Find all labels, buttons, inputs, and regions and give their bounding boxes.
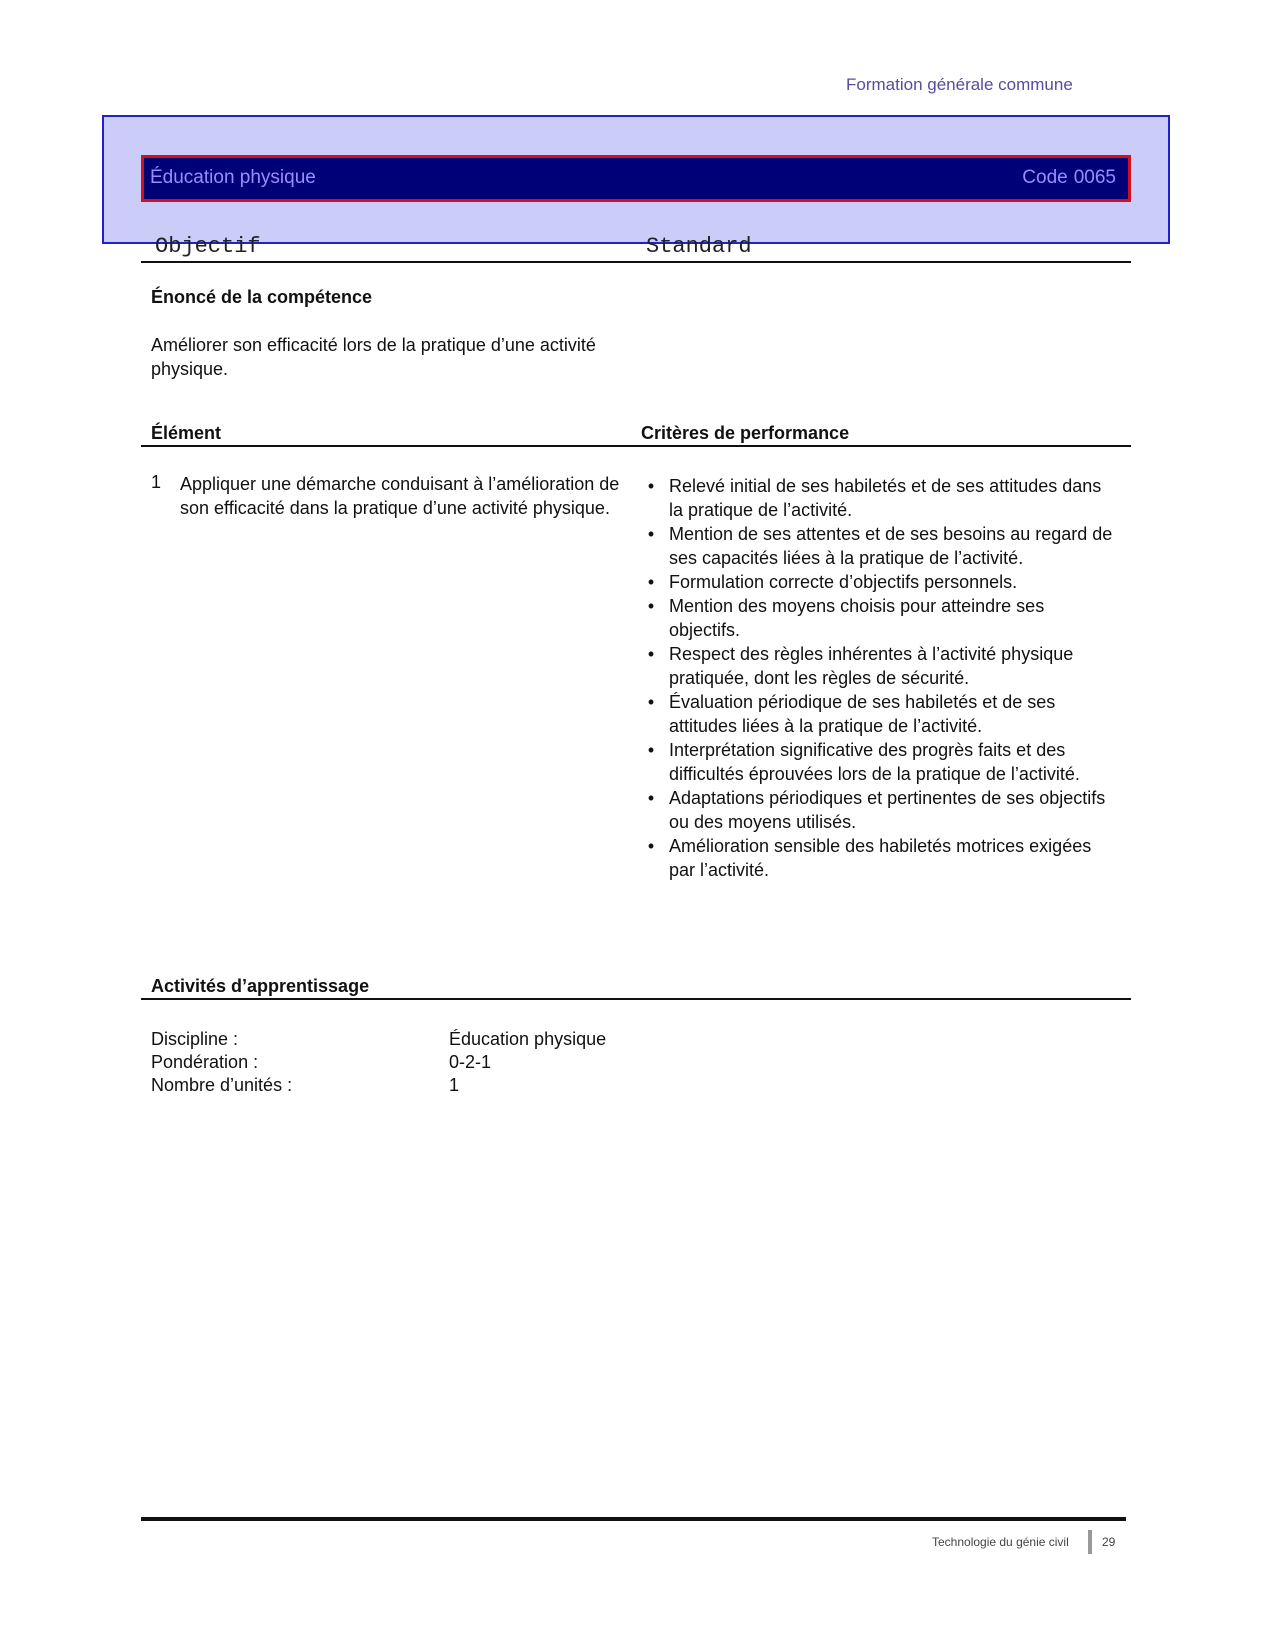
footer-separator bbox=[1088, 1530, 1092, 1554]
bullet-icon: • bbox=[647, 596, 655, 616]
column-heading-standard: Standard bbox=[646, 234, 752, 259]
running-header: Formation générale commune bbox=[846, 75, 1073, 94]
course-title bbox=[150, 167, 316, 189]
ponderation-label: Pondération : bbox=[151, 1052, 259, 1072]
ponderation-value: 0-2-1 bbox=[449, 1052, 492, 1072]
criteria-item: • Formulation correcte d’objectifs personnels. bbox=[645, 570, 1120, 594]
criteria-item: • Interprétation significative des progrès faits et des difficultés éprouvées lors de la pratique de l’activité. bbox=[645, 738, 1120, 786]
units-value: 1 bbox=[449, 1075, 460, 1095]
criteria-item: • Mention des moyens choisis pour atteindre ses objectifs. bbox=[645, 594, 1120, 642]
bullet-icon: • bbox=[647, 572, 655, 592]
competence-text: Améliorer son efficacité lors de la pratique d’une activité physique. bbox=[151, 335, 596, 379]
criteria-item: • Mention de ses attentes et de ses besoins au regard de ses capacités liées à la pratique de l’activité. bbox=[645, 522, 1120, 570]
footer-program: Technologie du génie civil bbox=[932, 1535, 1069, 1549]
bullet-icon: • bbox=[647, 524, 655, 544]
competence-heading: Énoncé de la compétence bbox=[151, 287, 373, 307]
bullet-icon: • bbox=[647, 692, 655, 712]
element-number: 1 bbox=[151, 472, 162, 492]
bullet-icon: • bbox=[647, 476, 655, 496]
criteria-list bbox=[645, 474, 1120, 882]
code-value: 0065 bbox=[1073, 167, 1116, 188]
bullet-icon: • bbox=[647, 740, 655, 760]
course-title-word-1: Éducation bbox=[150, 167, 235, 188]
criteria-item: • Relevé initial de ses habiletés et de ses attitudes dans la pratique de l’activité. bbox=[645, 474, 1120, 522]
column-heading-objectif: Objectif bbox=[155, 234, 261, 259]
element-heading: Élément bbox=[151, 423, 222, 443]
bullet-icon: • bbox=[647, 836, 655, 856]
divider bbox=[141, 445, 1131, 447]
element-text: Appliquer une démarche conduisant à l’amélioration de son efficacité dans la pratique d’une activité physique. bbox=[180, 474, 620, 518]
criteria-item: • Respect des règles inhérentes à l’activité physique pratiquée, dont les règles de sécurité. bbox=[645, 642, 1120, 690]
bullet-icon: • bbox=[647, 788, 655, 808]
discipline-value: Éducation physique bbox=[449, 1029, 607, 1049]
course-code bbox=[1016, 167, 1116, 189]
course-title-word-2: physique bbox=[239, 167, 316, 188]
discipline-label: Discipline : bbox=[151, 1029, 239, 1049]
units-label: Nombre d’unités : bbox=[151, 1075, 293, 1095]
page-number: 29 bbox=[1102, 1535, 1116, 1549]
bullet-icon: • bbox=[647, 644, 655, 664]
criteria-item: • Amélioration sensible des habiletés motrices exigées par l’activité. bbox=[645, 834, 1120, 882]
activities-heading: Activités d’apprentissage bbox=[151, 976, 370, 996]
criteria-heading: Critères de performance bbox=[641, 423, 850, 443]
footer-divider bbox=[141, 1517, 1126, 1521]
code-label: Code bbox=[1022, 167, 1068, 188]
criteria-item: • Évaluation périodique de ses habiletés et de ses attitudes liées à la pratique de l’activité. bbox=[645, 690, 1120, 738]
divider bbox=[141, 261, 1131, 263]
divider bbox=[141, 998, 1131, 1000]
criteria-item: • Adaptations périodiques et pertinentes de ses objectifs ou des moyens utilisés. bbox=[645, 786, 1120, 834]
